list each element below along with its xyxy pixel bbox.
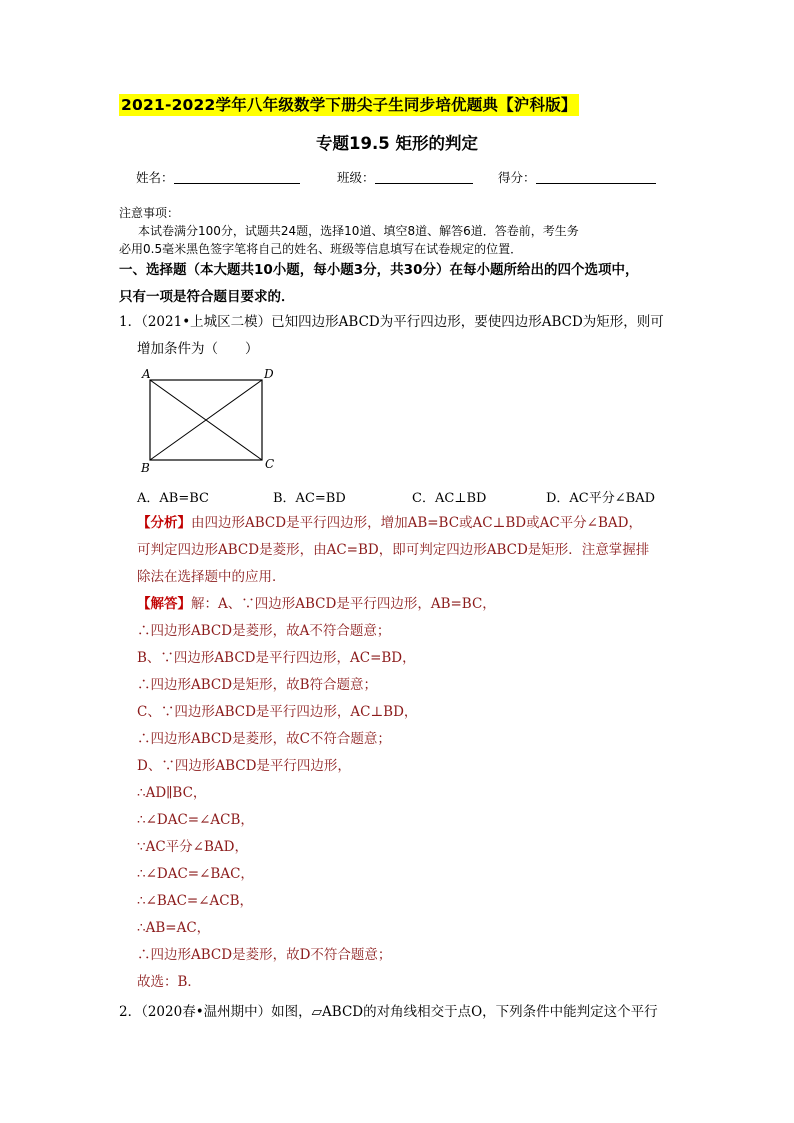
- q1-stem-line-2: 增加条件为（ ）: [137, 341, 259, 357]
- solution-line-8: ∴AD∥BC，: [137, 785, 207, 801]
- q1-option-d: D．AC平分∠BAD: [546, 491, 656, 506]
- solution-line-1: [137, 595, 496, 613]
- solution-tag: 【解答】: [137, 596, 191, 612]
- score-field: [498, 168, 656, 186]
- analysis-text-1: 由四边形ABCD是平行四边形，增加AB=BC或AC⊥BD或AC平分∠BAD，: [191, 515, 642, 531]
- notice-line-1: 本试卷满分100分，试题共24题，选择10道、填空8道、解答6道．答卷前，考生务: [138, 224, 579, 238]
- solution-line-9: ∴∠DAC=∠ACB，: [137, 812, 254, 828]
- q1-option-a: A．AB=BC: [137, 491, 209, 506]
- vertex-label-c: C: [265, 457, 275, 471]
- q1-stem-line-1: 1．（2021•上城区二模）已知四边形ABCD为平行四边形，要使四边形ABCD为矩形，则可: [119, 314, 664, 330]
- class-field: [337, 168, 473, 186]
- solution-line-15: 故选：B．: [137, 974, 201, 990]
- solution-line-10: ∵AC平分∠BAD，: [137, 839, 248, 855]
- solution-line-5: C、∵四边形ABCD是平行四边形，AC⊥BD，: [137, 704, 418, 720]
- page-title: 专题19.5 矩形的判定: [316, 134, 478, 153]
- rectangle-figure: [138, 364, 288, 476]
- name-blank: [174, 169, 300, 184]
- name-label: 姓名：: [136, 170, 174, 185]
- solution-line-11: ∴∠DAC=∠BAC，: [137, 866, 254, 882]
- solution-line-4: ∴四边形ABCD是矩形，故B符合题意；: [137, 677, 377, 693]
- solution-line-3: B、∵四边形ABCD是平行四边形，AC=BD，: [137, 650, 416, 666]
- vertex-label-a: A: [142, 367, 151, 381]
- score-blank: [536, 169, 656, 184]
- solution-line-7: D、∵四边形ABCD是平行四边形，: [137, 758, 351, 774]
- name-field: [136, 168, 300, 186]
- q1-option-c: C．AC⊥BD: [412, 491, 487, 506]
- q2-stem-line-1: 2．（2020春•温州期中）如图，▱ABCD的对角线相交于点O，下列条件中能判定这个平行: [119, 1004, 658, 1020]
- notice-line-2: 必用0.5毫米黑色签字笔将自己的姓名、班级等信息填写在试卷规定的位置．: [119, 242, 523, 256]
- notice-heading: 注意事项：: [119, 206, 180, 220]
- q1-option-b: B．AC=BD: [273, 491, 346, 506]
- solution-line-6: ∴四边形ABCD是菱形，故C不符合题意；: [137, 731, 391, 747]
- class-label: 班级：: [337, 170, 375, 185]
- vertex-label-d: D: [264, 367, 274, 381]
- section-heading-line-1: 一、选择题（本大题共10小题，每小题3分，共30分）在每小题所给出的四个选项中，: [119, 262, 639, 278]
- analysis-line-2: 可判定四边形ABCD是菱形，由AC=BD，即可判定四边形ABCD是矩形．注意掌握排: [137, 542, 650, 558]
- solution-line-12: ∴∠BAC=∠ACB，: [137, 893, 254, 909]
- class-blank: [375, 169, 473, 184]
- solution-line-14: ∴四边形ABCD是菱形，故D不符合题意；: [137, 947, 392, 963]
- series-banner: 2021-2022学年八年级数学下册尖子生同步培优题典【沪科版】: [121, 96, 577, 114]
- solution-line-13: ∴AB=AC，: [137, 920, 211, 936]
- analysis-tag: 【分析】: [137, 515, 191, 531]
- score-label: 得分：: [498, 170, 536, 185]
- analysis-line-3: 除法在选择题中的应用．: [137, 569, 286, 585]
- section-heading-line-2: 只有一项是符合题目要求的．: [119, 289, 295, 305]
- vertex-label-b: B: [141, 461, 150, 475]
- solution-line-2: ∴四边形ABCD是菱形，故A不符合题意；: [137, 623, 391, 639]
- solution-text-1: 解：A、∵四边形ABCD是平行四边形，AB=BC，: [191, 596, 496, 612]
- analysis-line-1: [137, 514, 642, 532]
